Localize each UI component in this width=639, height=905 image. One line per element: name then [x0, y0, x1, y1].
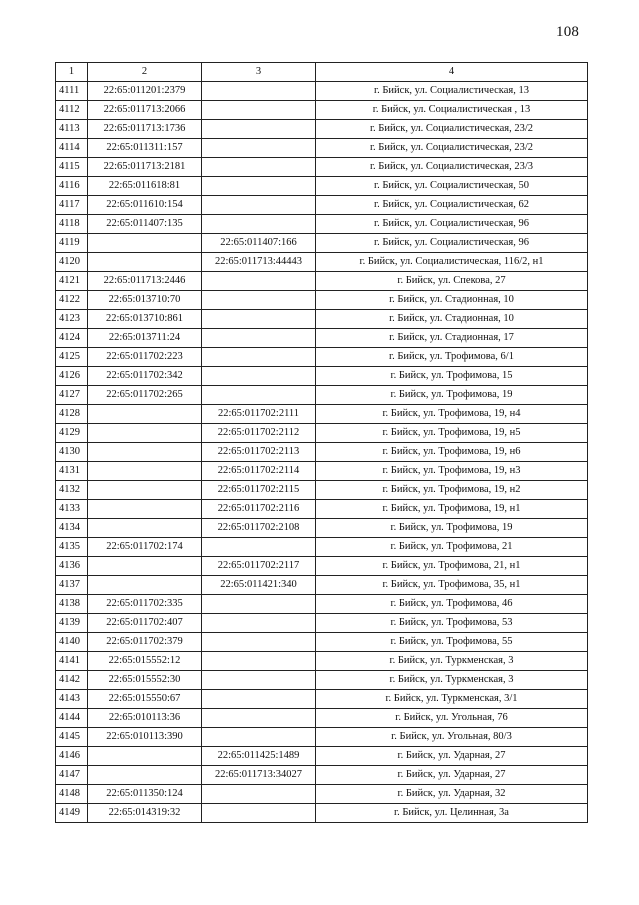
building-cadastral-cell: 22:65:011618:81	[88, 177, 202, 196]
building-cadastral-cell	[88, 519, 202, 538]
table-row	[56, 348, 588, 367]
table-row	[56, 215, 588, 234]
table-row	[56, 158, 588, 177]
address-cell: г. Бийск, ул. Трофимова, 19, н5	[316, 424, 588, 443]
premises-cadastral-cell: 22:65:011425:1489	[202, 747, 316, 766]
table-row	[56, 139, 588, 158]
building-cadastral-cell	[88, 405, 202, 424]
premises-cadastral-cell: 22:65:011713:34027	[202, 766, 316, 785]
table-row	[56, 462, 588, 481]
address-cell: г. Бийск, ул. Социалистическая, 23/2	[316, 120, 588, 139]
table-header-row	[56, 63, 588, 82]
address-cell: г. Бийск, ул. Социалистическая, 96	[316, 234, 588, 253]
building-cadastral-cell: 22:65:011311:157	[88, 139, 202, 158]
building-cadastral-cell: 22:65:011702:335	[88, 595, 202, 614]
premises-cadastral-cell: 22:65:011702:2116	[202, 500, 316, 519]
table-row	[56, 671, 588, 690]
table-row	[56, 177, 588, 196]
address-cell: г. Бийск, ул. Стадионная, 10	[316, 310, 588, 329]
address-cell: г. Бийск, ул. Ударная, 32	[316, 785, 588, 804]
row-number-cell: 4149	[56, 804, 88, 823]
address-cell: г. Бийск, ул. Трофимова, 19, н6	[316, 443, 588, 462]
registry-table	[55, 62, 588, 823]
building-cadastral-cell	[88, 500, 202, 519]
premises-cadastral-cell	[202, 595, 316, 614]
address-cell: г. Бийск, ул. Трофимова, 35, н1	[316, 576, 588, 595]
premises-cadastral-cell	[202, 291, 316, 310]
table-row	[56, 785, 588, 804]
address-cell: г. Бийск, ул. Трофимова, 21	[316, 538, 588, 557]
address-cell: г. Бийск, ул. Трофимова, 53	[316, 614, 588, 633]
premises-cadastral-cell	[202, 614, 316, 633]
table-row	[56, 101, 588, 120]
row-number-cell: 4130	[56, 443, 88, 462]
premises-cadastral-cell	[202, 139, 316, 158]
table-row	[56, 367, 588, 386]
row-number-cell: 4119	[56, 234, 88, 253]
column-header-premises-cadastral: 3	[202, 63, 316, 82]
premises-cadastral-cell: 22:65:011702:2108	[202, 519, 316, 538]
row-number-cell: 4147	[56, 766, 88, 785]
row-number-cell: 4118	[56, 215, 88, 234]
premises-cadastral-cell	[202, 671, 316, 690]
building-cadastral-cell: 22:65:011713:1736	[88, 120, 202, 139]
row-number-cell: 4125	[56, 348, 88, 367]
row-number-cell: 4133	[56, 500, 88, 519]
premises-cadastral-cell	[202, 367, 316, 386]
building-cadastral-cell: 22:65:011201:2379	[88, 82, 202, 101]
address-cell: г. Бийск, ул. Трофимова, 19, н4	[316, 405, 588, 424]
building-cadastral-cell	[88, 557, 202, 576]
row-number-cell: 4123	[56, 310, 88, 329]
premises-cadastral-cell	[202, 215, 316, 234]
premises-cadastral-cell	[202, 804, 316, 823]
building-cadastral-cell	[88, 424, 202, 443]
table-row	[56, 804, 588, 823]
building-cadastral-cell	[88, 253, 202, 272]
column-header-building-cadastral: 2	[88, 63, 202, 82]
column-header-number: 1	[56, 63, 88, 82]
table-row	[56, 595, 588, 614]
address-cell: г. Бийск, ул. Ударная, 27	[316, 766, 588, 785]
table-row	[56, 386, 588, 405]
row-number-cell: 4145	[56, 728, 88, 747]
address-cell: г. Бийск, ул. Угольная, 76	[316, 709, 588, 728]
address-cell: г. Бийск, ул. Трофимова, 19, н2	[316, 481, 588, 500]
premises-cadastral-cell	[202, 538, 316, 557]
building-cadastral-cell: 22:65:011407:135	[88, 215, 202, 234]
table-row	[56, 747, 588, 766]
table-row	[56, 272, 588, 291]
table-row	[56, 614, 588, 633]
row-number-cell: 4124	[56, 329, 88, 348]
building-cadastral-cell: 22:65:011610:154	[88, 196, 202, 215]
address-cell: г. Бийск, ул. Трофимова, 46	[316, 595, 588, 614]
row-number-cell: 4115	[56, 158, 88, 177]
row-number-cell: 4116	[56, 177, 88, 196]
address-cell: г. Бийск, ул. Туркменская, 3	[316, 652, 588, 671]
premises-cadastral-cell: 22:65:011702:2117	[202, 557, 316, 576]
premises-cadastral-cell	[202, 386, 316, 405]
premises-cadastral-cell	[202, 158, 316, 177]
address-cell: г. Бийск, ул. Социалистическая, 50	[316, 177, 588, 196]
table-row	[56, 253, 588, 272]
premises-cadastral-cell: 22:65:011713:44443	[202, 253, 316, 272]
building-cadastral-cell: 22:65:011702:379	[88, 633, 202, 652]
address-cell: г. Бийск, ул. Трофимова, 6/1	[316, 348, 588, 367]
building-cadastral-cell: 22:65:011713:2066	[88, 101, 202, 120]
table-row	[56, 291, 588, 310]
row-number-cell: 4129	[56, 424, 88, 443]
row-number-cell: 4136	[56, 557, 88, 576]
building-cadastral-cell	[88, 481, 202, 500]
row-number-cell: 4143	[56, 690, 88, 709]
address-cell: г. Бийск, ул. Целинная, 3а	[316, 804, 588, 823]
premises-cadastral-cell	[202, 709, 316, 728]
row-number-cell: 4140	[56, 633, 88, 652]
table-row	[56, 709, 588, 728]
table-row	[56, 766, 588, 785]
row-number-cell: 4111	[56, 82, 88, 101]
table-row	[56, 538, 588, 557]
premises-cadastral-cell	[202, 272, 316, 291]
premises-cadastral-cell: 22:65:011702:2113	[202, 443, 316, 462]
row-number-cell: 4134	[56, 519, 88, 538]
address-cell: г. Бийск, ул. Социалистическая, 23/3	[316, 158, 588, 177]
address-cell: г. Бийск, ул. Социалистическая, 23/2	[316, 139, 588, 158]
table-row	[56, 519, 588, 538]
building-cadastral-cell: 22:65:015552:30	[88, 671, 202, 690]
table-row	[56, 500, 588, 519]
building-cadastral-cell: 22:65:013710:70	[88, 291, 202, 310]
premises-cadastral-cell	[202, 348, 316, 367]
address-cell: г. Бийск, ул. Трофимова, 19, н3	[316, 462, 588, 481]
table-row	[56, 234, 588, 253]
row-number-cell: 4113	[56, 120, 88, 139]
column-header-address: 4	[316, 63, 588, 82]
table-row	[56, 481, 588, 500]
building-cadastral-cell	[88, 766, 202, 785]
table-row	[56, 728, 588, 747]
table-row	[56, 576, 588, 595]
premises-cadastral-cell	[202, 101, 316, 120]
table-row	[56, 82, 588, 101]
address-cell: г. Бийск, ул. Социалистическая, 62	[316, 196, 588, 215]
table-row	[56, 196, 588, 215]
building-cadastral-cell: 22:65:010113:390	[88, 728, 202, 747]
row-number-cell: 4137	[56, 576, 88, 595]
address-cell: г. Бийск, ул. Трофимова, 15	[316, 367, 588, 386]
building-cadastral-cell: 22:65:011702:174	[88, 538, 202, 557]
row-number-cell: 4144	[56, 709, 88, 728]
premises-cadastral-cell	[202, 177, 316, 196]
premises-cadastral-cell	[202, 728, 316, 747]
row-number-cell: 4146	[56, 747, 88, 766]
address-cell: г. Бийск, ул. Социалистическая, 116/2, н1	[316, 253, 588, 272]
table-row	[56, 120, 588, 139]
row-number-cell: 4128	[56, 405, 88, 424]
premises-cadastral-cell	[202, 652, 316, 671]
address-cell: г. Бийск, ул. Туркменская, 3	[316, 671, 588, 690]
premises-cadastral-cell	[202, 120, 316, 139]
address-cell: г. Бийск, ул. Стадионная, 10	[316, 291, 588, 310]
building-cadastral-cell: 22:65:010113:36	[88, 709, 202, 728]
premises-cadastral-cell	[202, 633, 316, 652]
address-cell: г. Бийск, ул. Трофимова, 55	[316, 633, 588, 652]
table-row	[56, 443, 588, 462]
building-cadastral-cell: 22:65:011350:124	[88, 785, 202, 804]
address-cell: г. Бийск, ул. Трофимова, 19, н1	[316, 500, 588, 519]
building-cadastral-cell: 22:65:015550:67	[88, 690, 202, 709]
address-cell: г. Бийск, ул. Ударная, 27	[316, 747, 588, 766]
address-cell: г. Бийск, ул. Социалистическая, 96	[316, 215, 588, 234]
table-row	[56, 557, 588, 576]
row-number-cell: 4117	[56, 196, 88, 215]
row-number-cell: 4126	[56, 367, 88, 386]
row-number-cell: 4112	[56, 101, 88, 120]
row-number-cell: 4121	[56, 272, 88, 291]
row-number-cell: 4114	[56, 139, 88, 158]
address-cell: г. Бийск, ул. Трофимова, 19	[316, 386, 588, 405]
row-number-cell: 4142	[56, 671, 88, 690]
building-cadastral-cell: 22:65:011702:265	[88, 386, 202, 405]
address-cell: г. Бийск, ул. Социалистическая, 13	[316, 82, 588, 101]
building-cadastral-cell: 22:65:011702:407	[88, 614, 202, 633]
table-row	[56, 405, 588, 424]
table-row	[56, 652, 588, 671]
table-row	[56, 310, 588, 329]
building-cadastral-cell: 22:65:011702:342	[88, 367, 202, 386]
building-cadastral-cell: 22:65:015552:12	[88, 652, 202, 671]
row-number-cell: 4131	[56, 462, 88, 481]
address-cell: г. Бийск, ул. Спекова, 27	[316, 272, 588, 291]
row-number-cell: 4138	[56, 595, 88, 614]
building-cadastral-cell: 22:65:014319:32	[88, 804, 202, 823]
premises-cadastral-cell	[202, 690, 316, 709]
building-cadastral-cell: 22:65:013711:24	[88, 329, 202, 348]
table-row	[56, 329, 588, 348]
row-number-cell: 4148	[56, 785, 88, 804]
premises-cadastral-cell: 22:65:011702:2114	[202, 462, 316, 481]
premises-cadastral-cell: 22:65:011702:2112	[202, 424, 316, 443]
address-cell: г. Бийск, ул. Трофимова, 19	[316, 519, 588, 538]
premises-cadastral-cell: 22:65:011702:2111	[202, 405, 316, 424]
page-number: 108	[556, 24, 580, 40]
premises-cadastral-cell: 22:65:011702:2115	[202, 481, 316, 500]
address-cell: г. Бийск, ул. Социалистическая , 13	[316, 101, 588, 120]
row-number-cell: 4127	[56, 386, 88, 405]
building-cadastral-cell	[88, 443, 202, 462]
building-cadastral-cell: 22:65:013710:861	[88, 310, 202, 329]
premises-cadastral-cell	[202, 329, 316, 348]
row-number-cell: 4122	[56, 291, 88, 310]
premises-cadastral-cell	[202, 310, 316, 329]
table-row	[56, 424, 588, 443]
address-cell: г. Бийск, ул. Трофимова, 21, н1	[316, 557, 588, 576]
row-number-cell: 4132	[56, 481, 88, 500]
premises-cadastral-cell: 22:65:011407:166	[202, 234, 316, 253]
building-cadastral-cell: 22:65:011713:2446	[88, 272, 202, 291]
building-cadastral-cell: 22:65:011713:2181	[88, 158, 202, 177]
premises-cadastral-cell	[202, 196, 316, 215]
row-number-cell: 4139	[56, 614, 88, 633]
table-body	[56, 82, 588, 823]
building-cadastral-cell: 22:65:011702:223	[88, 348, 202, 367]
row-number-cell: 4141	[56, 652, 88, 671]
building-cadastral-cell	[88, 576, 202, 595]
premises-cadastral-cell: 22:65:011421:340	[202, 576, 316, 595]
row-number-cell: 4135	[56, 538, 88, 557]
building-cadastral-cell	[88, 747, 202, 766]
table-row	[56, 690, 588, 709]
row-number-cell: 4120	[56, 253, 88, 272]
premises-cadastral-cell	[202, 82, 316, 101]
building-cadastral-cell	[88, 234, 202, 253]
premises-cadastral-cell	[202, 785, 316, 804]
address-cell: г. Бийск, ул. Угольная, 80/3	[316, 728, 588, 747]
address-cell: г. Бийск, ул. Туркменская, 3/1	[316, 690, 588, 709]
table-row	[56, 633, 588, 652]
address-cell: г. Бийск, ул. Стадионная, 17	[316, 329, 588, 348]
building-cadastral-cell	[88, 462, 202, 481]
